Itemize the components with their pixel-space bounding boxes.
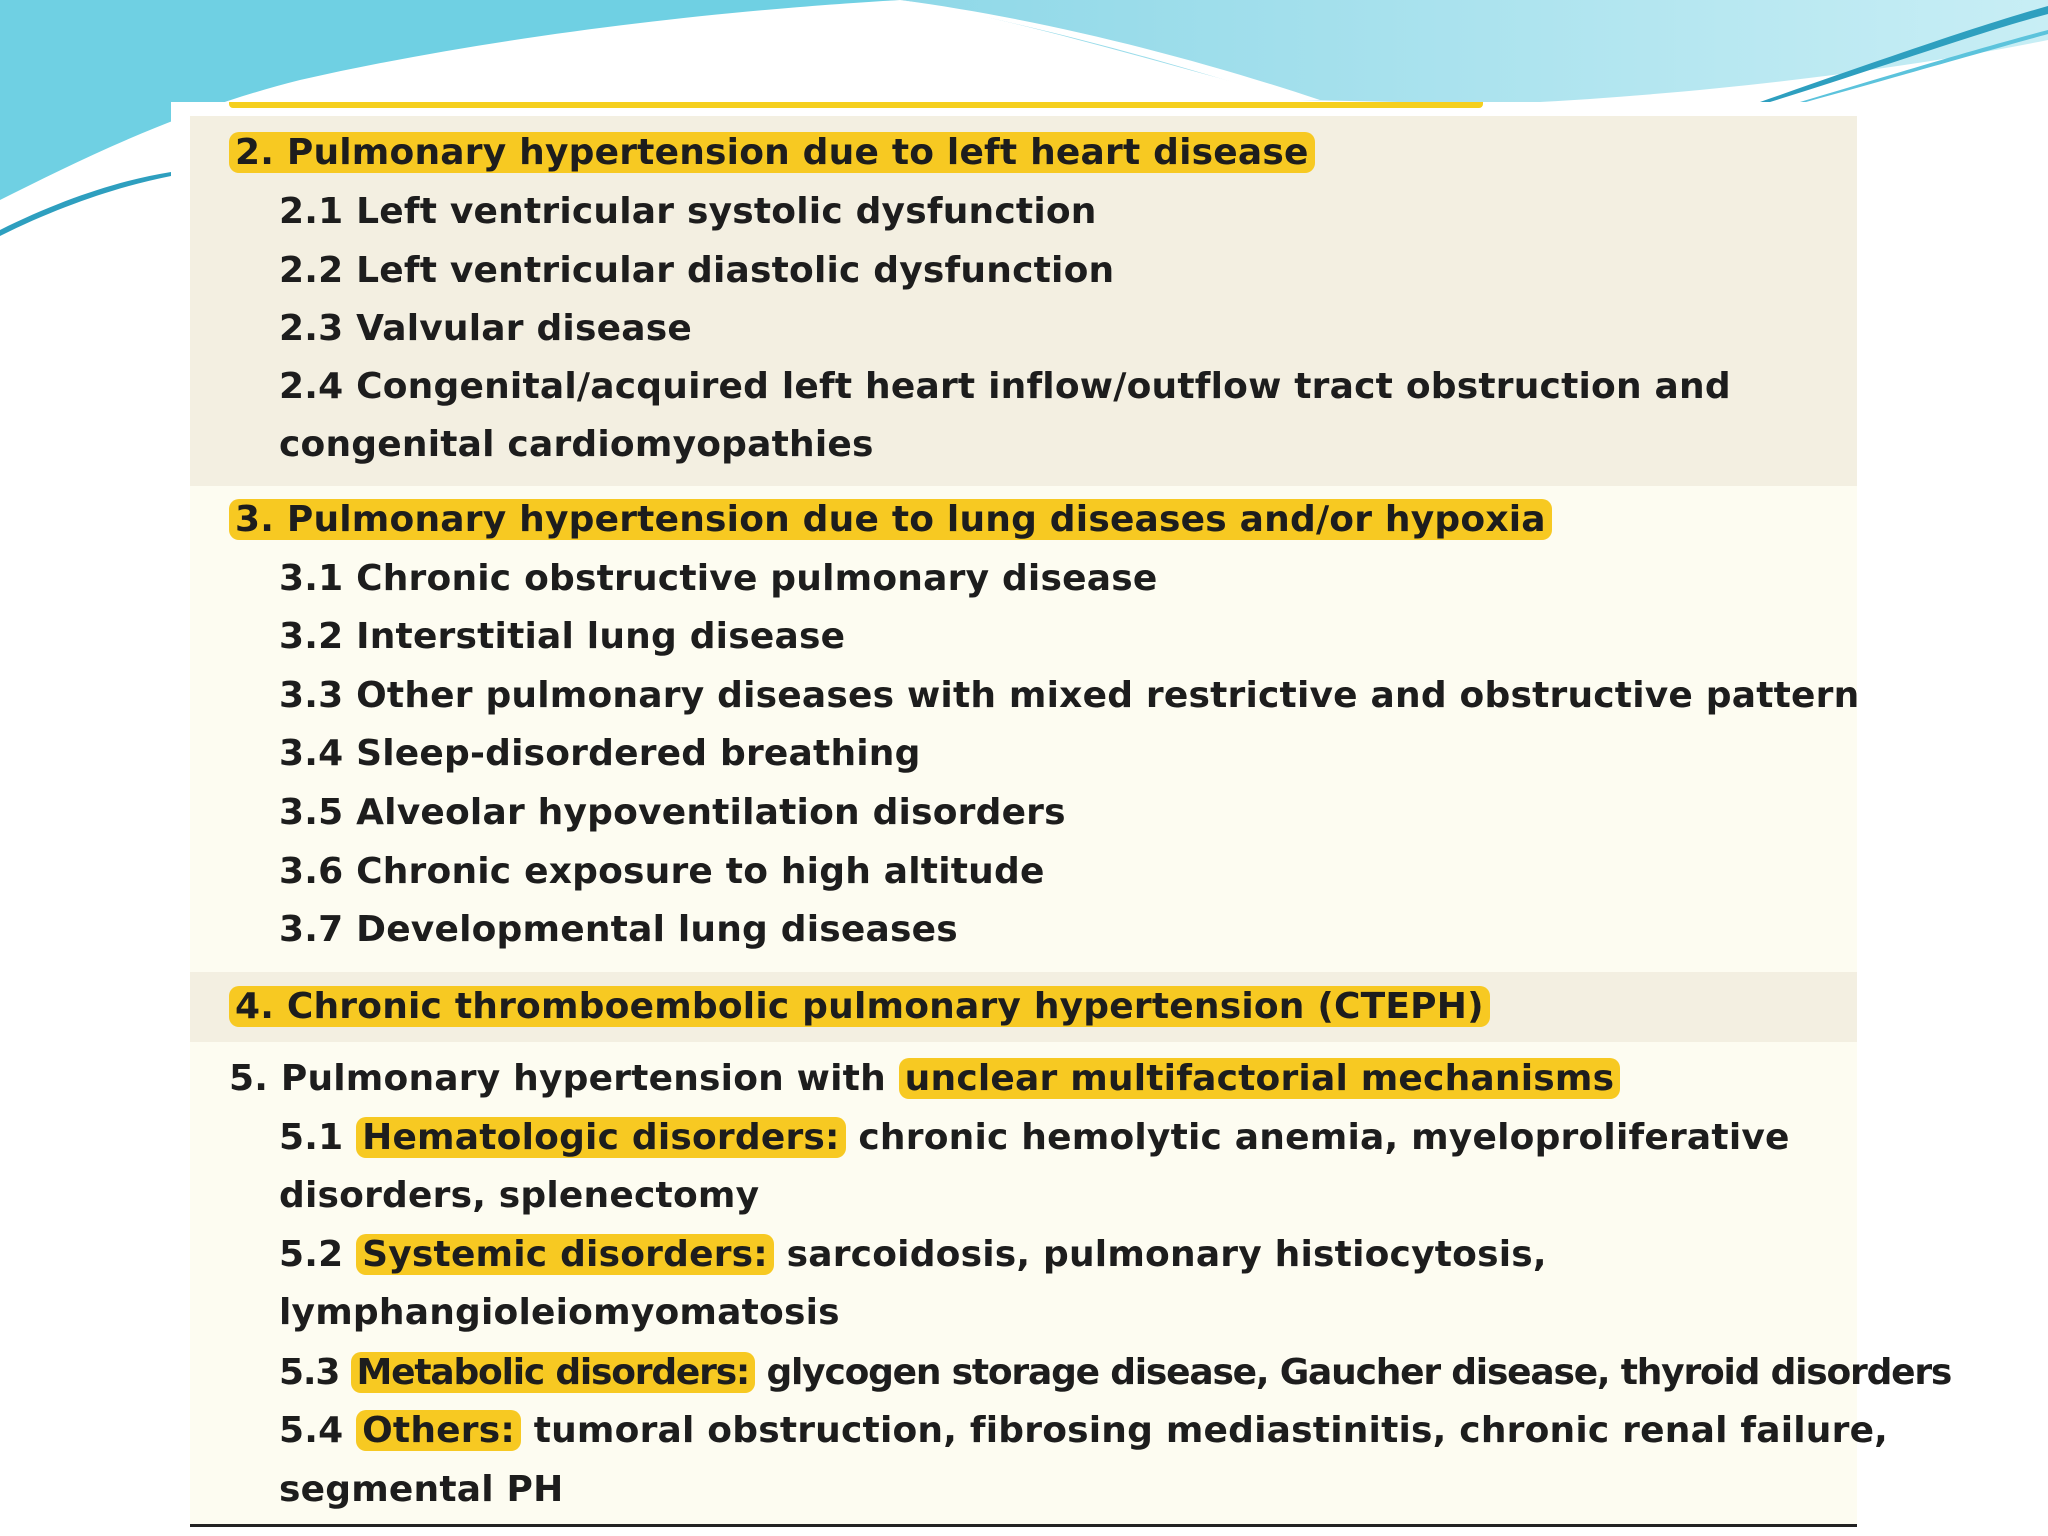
list-item-continuation: segmental PH: [279, 1469, 564, 1510]
item-category-label: Systemic disorders:: [356, 1234, 774, 1275]
group-2-heading: [229, 130, 1315, 176]
group-1-heading-cut-off: [229, 102, 1483, 108]
item-category-label: Metabolic disorders:: [351, 1352, 756, 1393]
group-4-heading: [229, 984, 1490, 1030]
item-text: glycogen storage disease, Gaucher disease, thyroid disorders: [766, 1352, 1952, 1393]
list-item: 3.2 Interstitial lung disease: [279, 616, 846, 657]
item-number: 5.3: [279, 1352, 340, 1393]
list-item: [279, 1350, 1951, 1396]
item-text: tumoral obstruction, fibrosing mediastinitis, chronic renal failure,: [533, 1410, 1889, 1451]
list-item: 2.1 Left ventricular systolic dysfunction: [279, 191, 1097, 232]
item-number: 5.4: [279, 1410, 344, 1451]
list-item-continuation: lymphangioleiomyomatosis: [279, 1292, 840, 1333]
list-item: [279, 1232, 1547, 1278]
list-item: 3.7 Developmental lung diseases: [279, 909, 958, 950]
item-category-label: Hematologic disorders:: [356, 1117, 846, 1158]
list-item: 3.3 Other pulmonary diseases with mixed restrictive and obstructive pattern: [279, 675, 1860, 716]
group-4-heading-text: 4. Chronic thromboembolic pulmonary hypertension (CTEPH): [229, 986, 1490, 1027]
group-3-heading: [229, 497, 1552, 543]
group-3-heading-text: 3. Pulmonary hypertension due to lung diseases and/or hypoxia: [229, 499, 1552, 540]
group-5-heading-prefix: 5. Pulmonary hypertension with: [229, 1058, 886, 1099]
list-item: 2.2 Left ventricular diastolic dysfunction: [279, 250, 1115, 291]
item-category-label: Others:: [356, 1410, 521, 1451]
list-item: 2.4 Congenital/acquired left heart inflow/outflow tract obstruction and: [279, 366, 1731, 407]
list-item: 3.5 Alveolar hypoventilation disorders: [279, 792, 1066, 833]
list-item: 3.1 Chronic obstructive pulmonary disease: [279, 558, 1158, 599]
item-number: 5.1: [279, 1117, 344, 1158]
list-item-continuation: disorders, splenectomy: [279, 1175, 760, 1216]
list-item: 2.3 Valvular disease: [279, 308, 692, 349]
list-item: 3.4 Sleep-disordered breathing: [279, 733, 921, 774]
item-text: chronic hemolytic anemia, myeloproliferative: [858, 1117, 1790, 1158]
list-item: [279, 1115, 1790, 1161]
list-item: 3.6 Chronic exposure to high altitude: [279, 851, 1045, 892]
item-text: sarcoidosis, pulmonary histiocytosis,: [786, 1234, 1547, 1275]
group-2-heading-text: 2. Pulmonary hypertension due to left heart disease: [229, 132, 1315, 173]
list-item-continuation: congenital cardiomyopathies: [279, 424, 874, 465]
group-5-heading: [229, 1056, 1620, 1102]
list-item: [279, 1408, 1888, 1454]
group-5-heading-highlight: unclear multifactorial mechanisms: [899, 1058, 1621, 1099]
item-number: 5.2: [279, 1234, 344, 1275]
classification-document: [171, 102, 1952, 1536]
table-bottom-rule: [190, 1524, 1857, 1527]
